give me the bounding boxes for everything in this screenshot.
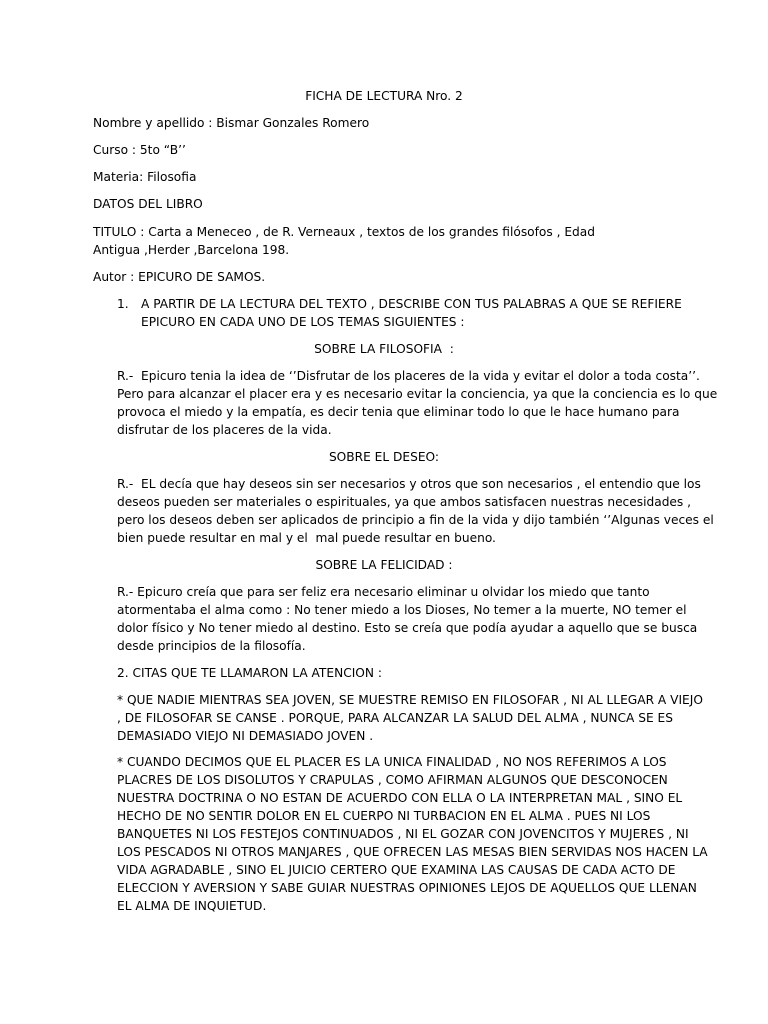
document-title: FICHA DE LECTURA Nro. 2 — [305, 89, 463, 103]
quote-line: DEMASIADO VIEJO NI DEMASIADO JOVEN . — [117, 729, 374, 743]
quote-line: , DE FILOSOFAR SE CANSE . PORQUE, PARA ALCANZAR LA SALUD DEL ALMA , NUNCA SE ES — [117, 711, 673, 725]
quote-line: VIDA AGRADABLE , SINO EL JUICIO CERTERO QUE EXAMINA LAS CAUSAS DE CADA ACTO DE — [117, 863, 676, 877]
answer-line: R.- EL decía que hay deseos sin ser necesarios y otros que son necesarios , el entendio que los — [117, 477, 701, 491]
answer-line: desde principios de la filosofía. — [117, 639, 306, 653]
answer-line: atormentaba el alma como : No tener miedo a los Dioses, No temer a la muerte, NO temer el — [117, 603, 687, 617]
question-number: 1. — [117, 297, 129, 311]
answer-line: disfrutar de los placeres de la vida. — [117, 423, 332, 437]
section-heading: SOBRE LA FELICIDAD : — [315, 558, 453, 572]
quote-line: HECHO DE NO SENTIR DOLOR EN EL CUERPO NI TURBACION EN EL ALMA . PUES NI LOS — [117, 809, 651, 823]
quote-line: LOS PESCADOS NI OTROS MANJARES , QUE OFRECEN LAS MESAS BIEN SERVIDAS NOS HACEN LA — [117, 845, 708, 859]
quote-line: NUESTRA DOCTRINA O NO ESTAN DE ACUERDO CON ELLA O LA INTERPRETAN MAL , SINO EL — [117, 791, 683, 805]
answer-line: dolor físico y No tener miedo al destino. Esto se creía que podía ayudar a aquello que se busca — [117, 621, 698, 635]
book-title-line: Antigua ,Herder ,Barcelona 198. — [93, 243, 290, 257]
answer-line: R.- Epicuro creía que para ser feliz era necesario eliminar u olvidar los miedo que tanto — [117, 585, 650, 599]
answer-line: bien puede resultar en mal y el mal puede resultar en bueno. — [117, 531, 496, 545]
answer-line: provoca el miedo y la empatía, es decir tenia que eliminar todo lo que le hace humano para — [117, 405, 680, 419]
section-heading: SOBRE EL DESEO: — [328, 450, 440, 464]
answer-line: pero los deseos deben ser aplicados de principio a fin de la vida y dijo también ‘’Algunas veces el — [117, 513, 714, 527]
question-two-heading: 2. CITAS QUE TE LLAMARON LA ATENCION : — [117, 666, 382, 680]
course: Curso : 5to “B’’ — [93, 143, 186, 157]
book-title-line: TITULO : Carta a Meneceo , de R. Verneaux , textos de los grandes filósofos , Edad — [93, 225, 595, 239]
quote-line: PLACRES DE LOS DISOLUTOS Y CRAPULAS , COMO AFIRMAN ALGUNOS QUE DESCONOCEN — [117, 773, 668, 787]
book-data-heading: DATOS DEL LIBRO — [93, 197, 203, 211]
answer-line: Pero para alcanzar el placer era y es necesario evitar la conciencia, ya que la conciencia es lo que — [117, 387, 718, 401]
quote-line: * CUANDO DECIMOS QUE EL PLACER ES LA UNICA FINALIDAD , NO NOS REFERIMOS A LOS — [117, 755, 667, 769]
author: Autor : EPICURO DE SAMOS. — [93, 270, 266, 284]
answer-line: deseos pueden ser materiales o espirituales, ya que ambos satisfacen nuestras necesidades , — [117, 495, 692, 509]
student-name: Nombre y apellido : Bismar Gonzales Romero — [93, 116, 370, 130]
question-line: EPICURO EN CADA UNO DE LOS TEMAS SIGUIENTES : — [141, 315, 465, 329]
section-heading: SOBRE LA FILOSOFIA : — [314, 342, 454, 356]
subject: Materia: Filosofia — [93, 170, 197, 184]
question-line: A PARTIR DE LA LECTURA DEL TEXTO , DESCRIBE CON TUS PALABRAS A QUE SE REFIERE — [141, 297, 682, 311]
quote-line: BANQUETES NI LOS FESTEJOS CONTINUADOS , NI EL GOZAR CON JOVENCITOS Y MUJERES , NI — [117, 827, 689, 841]
answer-line: R.- Epicuro tenia la idea de ‘’Disfrutar de los placeres de la vida y evitar el dolor a toda costa’’. — [117, 369, 700, 383]
quote-line: ELECCION Y AVERSION Y SABE GUIAR NUESTRAS OPINIONES LEJOS DE AQUELLOS QUE LLENAN — [117, 881, 697, 895]
quote-line: * QUE NADIE MIENTRAS SEA JOVEN, SE MUESTRE REMISO EN FILOSOFAR , NI AL LLEGAR A VIEJO — [117, 693, 703, 707]
quote-line: EL ALMA DE INQUIETUD. — [117, 899, 267, 913]
